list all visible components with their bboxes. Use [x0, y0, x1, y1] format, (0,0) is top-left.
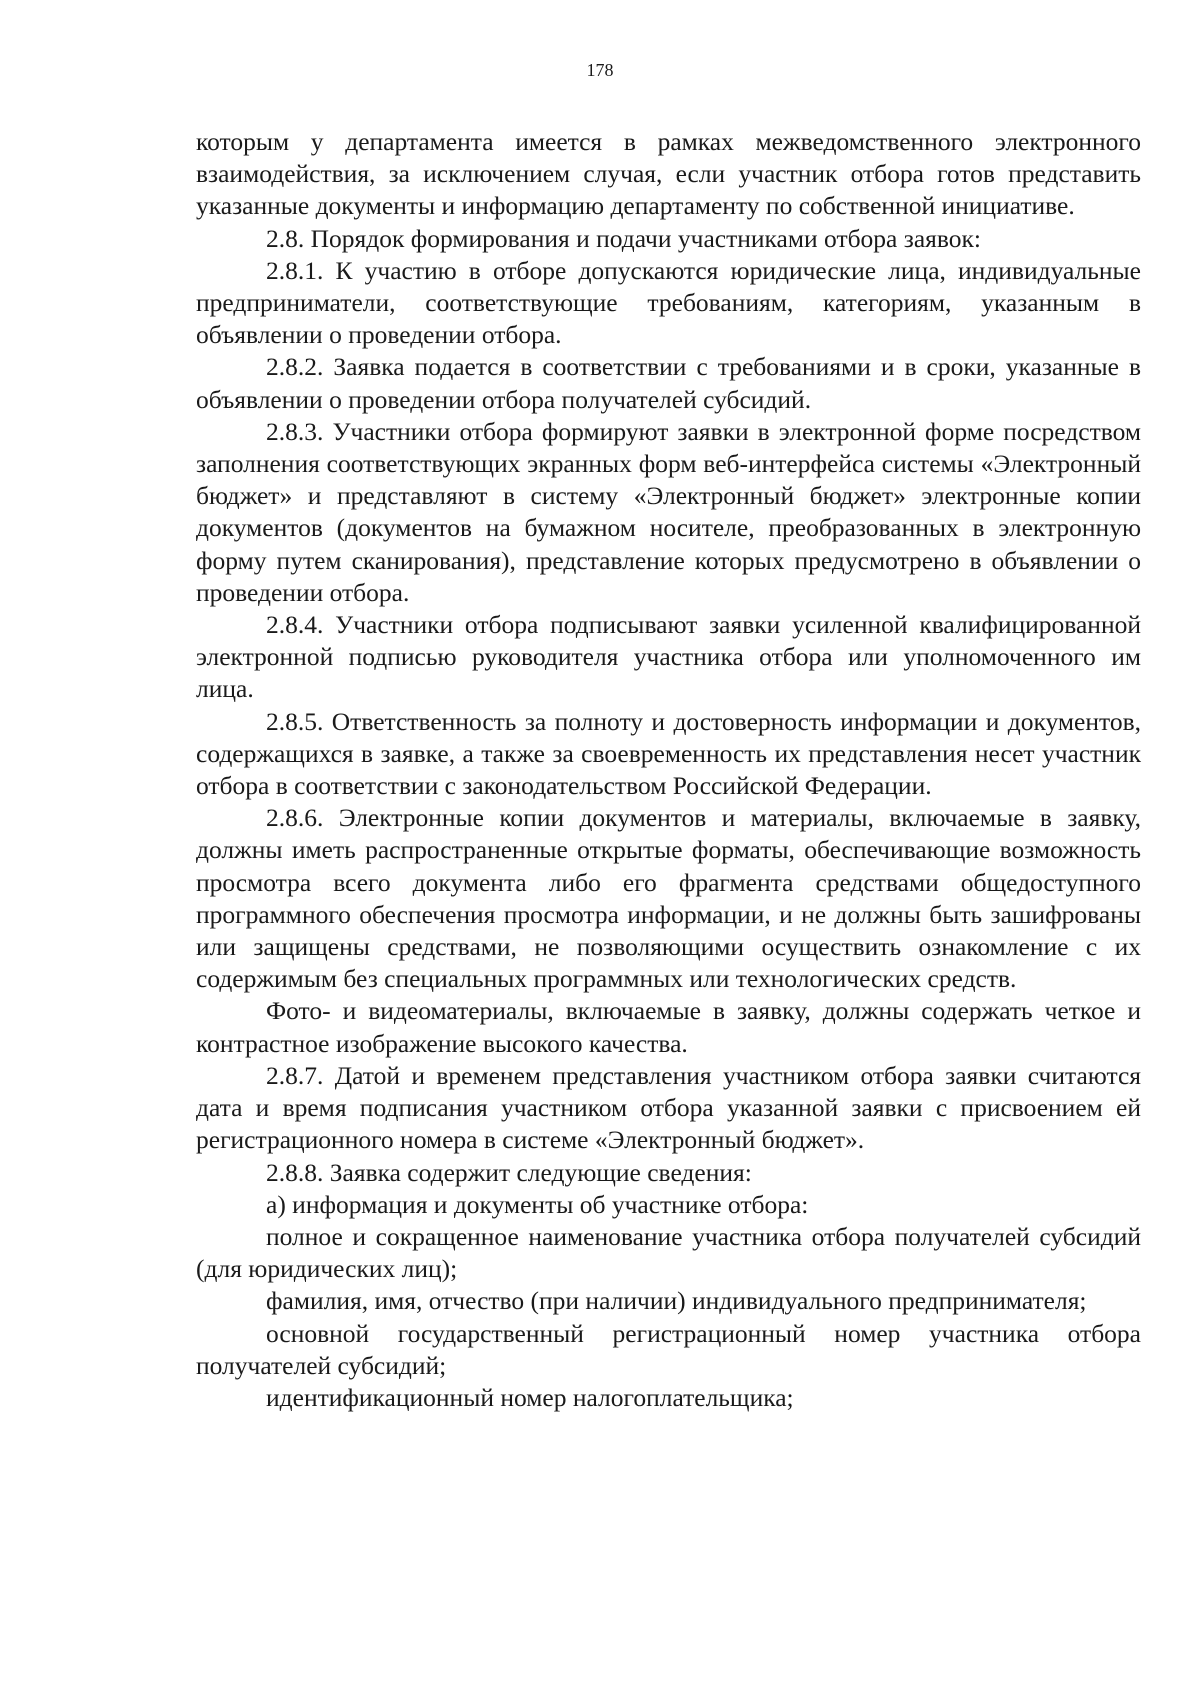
paragraph-2-8-6: 2.8.6. Электронные копии документов и материалы, включаемые в заявку, должны иметь распространенные открытые форматы, обеспечивающие возможность просмотра всего документа либо его фрагмента средствами общедоступного программного обеспечения просмотра информации, и не должны быть зашифрованы или защищены средствами, не позволяющими осуществить ознакомление с их содержимым без специальных программных или технологических средств. [196, 803, 1141, 994]
list-item-full-name: полное и сокращенное наименование участника отбора получателей субсидий (для юридических лиц); [196, 1221, 1141, 1284]
page-number: 178 [586, 60, 614, 80]
paragraph-2-8-8: 2.8.8. Заявка содержит следующие сведения: [266, 1157, 752, 1187]
list-item-ogrn: основной государственный регистрационный номер участника отбора получателей субсидий; [196, 1318, 1141, 1380]
paragraph-continuation: которым у департамента имеется в рамках межведомственного электронного взаимодействия, за исключением случая, если участник отбора готов представить указанные документы и информацию департаменту по собственной инициативе. [196, 127, 1141, 221]
document-body [196, 126, 1141, 1414]
list-item-fio: фамилия, имя, отчество (при наличии) индивидуального предпринимателя; [266, 1286, 1087, 1316]
list-heading-a: а) информация и документы об участнике отбора: [266, 1189, 809, 1219]
paragraph-photo-video: Фото- и видеоматериалы, включаемые в заявку, должны содержать четкое и контрастное изображение высокого качества. [196, 996, 1141, 1058]
paragraph-2-8-7: 2.8.7. Датой и временем представления участником отбора заявки считаются дата и время подписания участником отбора указанной заявки с присвоением ей регистрационного номера в системе «Электронный бюджет». [196, 1060, 1141, 1155]
list-item-inn: идентификационный номер налогоплательщика; [266, 1382, 794, 1412]
paragraph-2-8-5: 2.8.5. Ответственность за полноту и достоверность информации и документов, содержащихся в заявке, а также за своевременность их представления несет участник отбора в соответствии с законодательством Российской Федерации. [196, 706, 1141, 801]
paragraph-2-8-4: 2.8.4. Участники отбора подписывают заявки усиленной квалифицированной электронной подписью руководителя участника отбора или уполномоченного им лица. [196, 610, 1141, 704]
paragraph-2-8-1: 2.8.1. К участию в отборе допускаются юридические лица, индивидуальные предприниматели, соответствующие требованиям, категориям, указанным в объявлении о проведении отбора. [196, 255, 1141, 350]
paragraph-2-8: 2.8. Порядок формирования и подачи участниками отбора заявок: [266, 223, 981, 253]
paragraph-2-8-3: 2.8.3. Участники отбора формируют заявки в электронной форме посредством заполнения соответствующих экранных форм веб-интерфейса системы «Электронный бюджет» и представляют в систему «Электронный бюджет» электронные копии документов (документов на бумажном носителе, преобразованных в электронную форму путем сканирования), представление которых предусмотрено в объявлении о проведении отбора. [196, 416, 1141, 607]
paragraph-2-8-2: 2.8.2. Заявка подается в соответствии с требованиями и в сроки, указанные в объявлении о проведении отбора получателей субсидий. [196, 352, 1141, 414]
